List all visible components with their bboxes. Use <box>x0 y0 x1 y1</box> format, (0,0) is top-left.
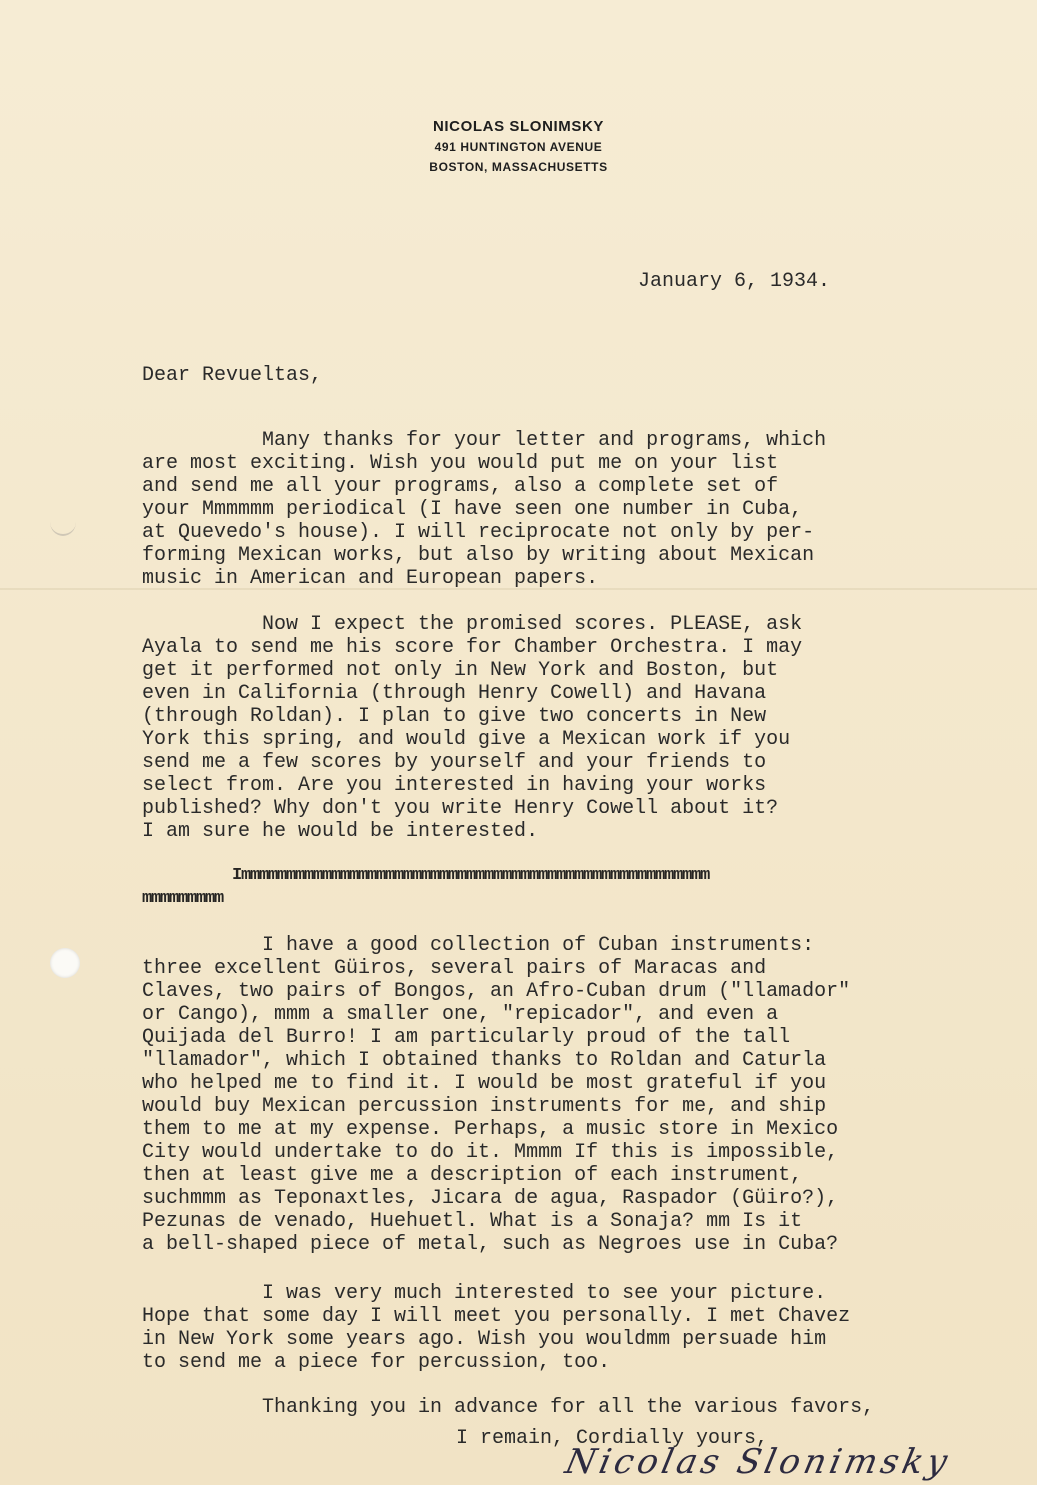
struck-out-text: Immmmmmmmmmmmmmmmmmmmmmmmmmmmmmmmmmmmmmmmmmmmmmmmmmmm mmmmmmmmm <box>142 866 710 908</box>
letter-date: January 6, 1934. <box>638 270 831 293</box>
complimentary-close: I remain, Cordially yours, <box>456 1427 769 1450</box>
paragraph-2: Now I expect the promised scores. PLEASE, ask Ayala to send me his score for Chamber Orchestra. I may get it performed not only in New York and Boston, but even in California (through Henry Cowell) and Havana (through Roldan). I plan to give two concerts in New York this spring, and would give a Mexican work if you send me a few scores by yourself and your friends to select from. Are you interested in having your works published? Why don't you write Henry Cowell about it? I am sure he would be interested. <box>142 613 803 843</box>
paragraph-3: I have a good collection of Cuban instruments: three excellent Güiros, several pairs of Maracas and Claves, two pairs of Bongos, an Afro-Cuban drum ("llamador" or Cango), mmm a smaller one, "repicador", and even a Quijada del Burro! I am particularly proud of the tall "llamador", which I obtained thanks to Roldan and Caturla who helped me to find it. I would be most grateful if you would buy Mexican percussion instruments for me, and ship them to me at my expense. Perhaps, a music store in Mexico City would undertake to do it. Mmmm If this is impossible, then at least give me a description of each instrument, suchmmm as Teponaxtles, Jicara de agua, Raspador (Güiro?), Pezunas de venado, Huehuetl. What is a Sonaja? mm Is it a bell-shaped piece of metal, such as Negroes use in Cuba? <box>142 934 851 1256</box>
punch-hole <box>50 948 80 978</box>
letterhead-street: 491 HUNTINGTON AVENUE <box>434 140 603 154</box>
letterhead-city: BOSTON, MASSACHUSETTS <box>429 160 608 174</box>
handwritten-signature: Nicolas Slonimsky <box>561 1442 955 1482</box>
letterhead-name: NICOLAS SLONIMSKY <box>432 118 605 135</box>
letterhead <box>0 117 1037 177</box>
punch-mark <box>50 508 76 536</box>
paragraph-1: Many thanks for your letter and programs, which are most exciting. Wish you would put me on your list and send me all your programs, also a complete set of your Mmmmmm periodical (I have seen one number in Cuba, at Quevedo's house). I will reciprocate not only by per- forming Mexican works, but also by writing about Mexican music in American and European papers. <box>142 429 827 590</box>
salutation: Dear Revueltas, <box>142 364 323 387</box>
paragraph-4: I was very much interested to see your picture. Hope that some day I will meet you personally. I met Chavez in New York some years ago. Wish you wouldmm persuade him to send me a piece for percussion, too. <box>142 1282 851 1374</box>
closing-line: Thanking you in advance for all the various favors, <box>142 1396 875 1419</box>
